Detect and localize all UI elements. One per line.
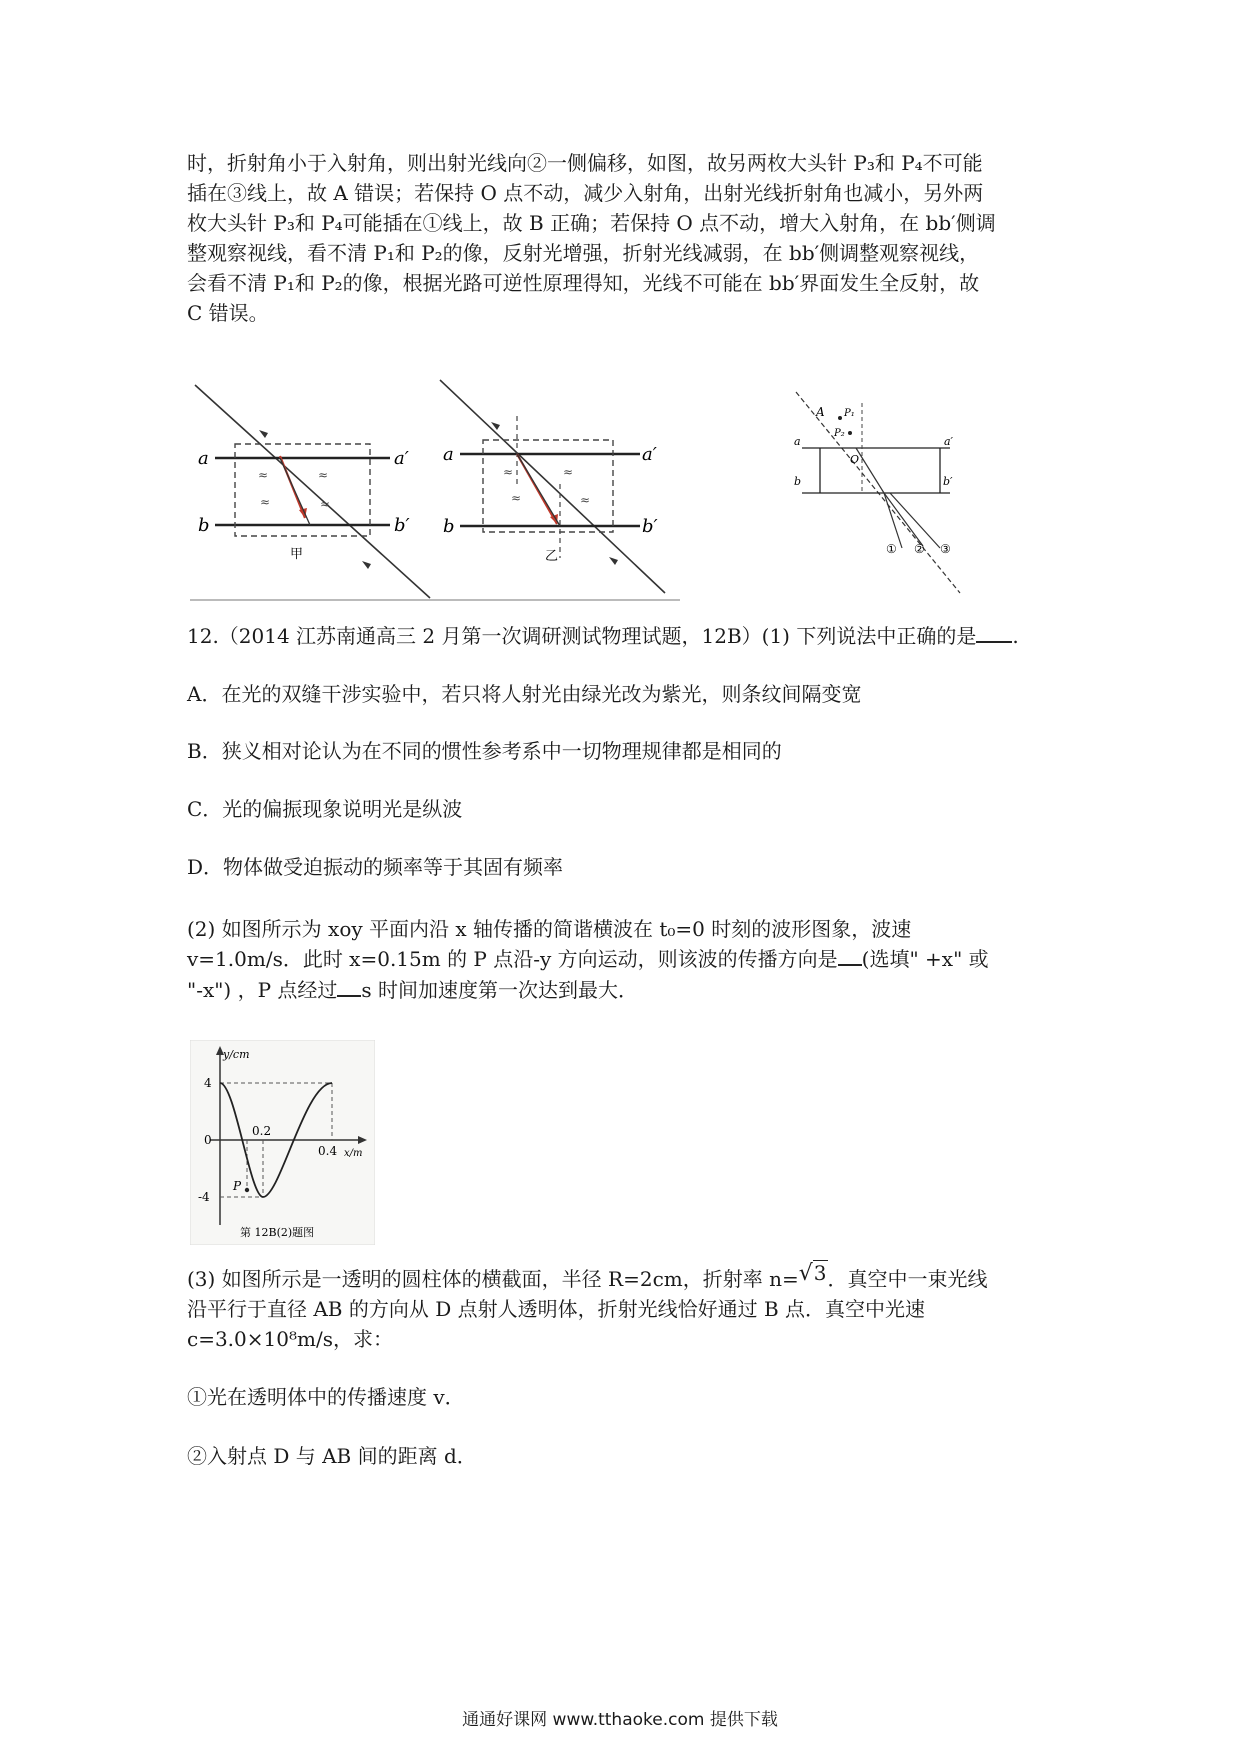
svg-text:≈: ≈ — [258, 468, 269, 482]
option-a: A．在光的双缝干涉实验中，若只将人射光由绿光改为紫光，则条纹间隔变宽 — [187, 682, 862, 706]
analysis-line: 插在③线上，故 A 错误；若保持 O 点不动，减少入射角，出射光线折射角也减小，另外两 — [187, 181, 984, 205]
q12-part2-line1: (2) 如图所示为 xoy 平面内沿 x 轴传播的简谐横波在 t₀=0 时刻的波形图象，波速 — [187, 917, 912, 941]
label-b-prime: b′ — [642, 516, 658, 537]
q12-part3-line3: c=3.0×10⁸m/s，求： — [187, 1327, 393, 1351]
q12-part3-sub1: ①光在透明体中的传播速度 v． — [187, 1385, 465, 1409]
figure-jia — [195, 385, 430, 598]
label-b: b — [794, 475, 802, 488]
refraction-figure-third — [790, 388, 970, 598]
label-b: b — [443, 516, 455, 537]
question-12-header: 12.（2014 江苏南通高三 2 月第一次调研测试物理试题，12B）(1) 下列说法中正确的是 . — [187, 624, 1019, 648]
analysis-line: C 错误。 — [187, 301, 269, 325]
wave-figure-caption: 第 12B(2)题图 — [240, 1226, 315, 1239]
option-c: C．光的偏振现象说明光是纵波 — [187, 797, 463, 821]
svg-text:≈: ≈ — [503, 465, 514, 479]
answer-blank — [838, 946, 862, 966]
answer-blank — [976, 623, 1012, 643]
svg-text:≈: ≈ — [260, 495, 271, 509]
label-b-prime: b′ — [394, 515, 410, 536]
analysis-paragraph — [187, 148, 1057, 328]
label-a: a — [794, 435, 801, 448]
analysis-line: 枚大头针 P₃和 P₄可能插在①线上，故 B 正确；若保持 O 点不动，增大入射角，在 bb′侧调 — [187, 211, 996, 235]
label-a-prime: a′ — [394, 448, 409, 469]
option-d: D．物体做受迫振动的频率等于其固有频率 — [187, 855, 564, 879]
svg-text:≈: ≈ — [511, 491, 522, 505]
question-12-text: 12.（2014 江苏南通高三 2 月第一次调研测试物理试题，12B）(1) 下列说法中正确的是 — [187, 624, 977, 648]
label-P1: P₁ — [844, 408, 855, 419]
q12-part2-line2: v=1.0m/s．此时 x=0.15m 的 P 点沿-y 方向运动，则该波的传播方向是 (选填" +x" 或 — [187, 947, 989, 971]
refraction-figures-jia-yi — [190, 378, 680, 603]
svg-text:≈: ≈ — [318, 468, 329, 482]
label-O: O — [850, 453, 860, 466]
wave-y-zero: 0 — [204, 1133, 212, 1147]
wave-xlabel: x/m — [344, 1148, 363, 1159]
label-a-prime: a′ — [944, 435, 954, 448]
svg-text:≈: ≈ — [320, 497, 331, 511]
sqrt-symbol: √ — [798, 1261, 813, 1286]
wave-y-bottom: -4 — [198, 1190, 210, 1204]
q12-part3-line1: (3) 如图所示是一透明的圆柱体的横截面，半径 R=2cm，折射率 n=√3．真空中一束光线 — [187, 1261, 988, 1291]
sqrt-radicand: 3 — [813, 1261, 827, 1285]
label-a-prime: a′ — [642, 444, 657, 465]
ray-label-1: ① — [886, 542, 897, 556]
svg-text:≈: ≈ — [563, 465, 574, 479]
analysis-line: 会看不清 P₁和 P₂的像，根据光路可逆性原理得知，光线不可能在 bb′界面发生全反射，故 — [187, 271, 980, 295]
q12-part3-sub2: ②入射点 D 与 AB 间的距离 d． — [187, 1444, 477, 1468]
q12-part3-line2: 沿平行于直径 AB 的方向从 D 点射人透明体，折射光线恰好通过 B 点．真空中光速 — [187, 1297, 926, 1321]
svg-text:≈: ≈ — [580, 493, 591, 507]
label-b: b — [198, 515, 210, 536]
q12-part2-line3: "-x") ，P 点经过 s 时间加速度第一次达到最大． — [187, 978, 639, 1002]
label-b-prime: b′ — [943, 475, 953, 488]
analysis-line: 时，折射角小于入射角，则出射光线向②一侧偏移，如图，故另两枚大头针 P₃和 P₄不可能 — [187, 151, 983, 175]
ray-label-3: ③ — [940, 542, 951, 556]
label-P2: P₂ — [834, 428, 845, 439]
analysis-line: 整观察视线，看不清 P₁和 P₂的像，反射光增强，折射光线减弱，在 bb′侧调整观察视线， — [187, 241, 980, 265]
figure-caption-jia: 甲 — [290, 547, 304, 562]
wave-x-02: 0.2 — [252, 1124, 272, 1138]
figure-yi — [440, 380, 665, 593]
label-A: A — [816, 405, 825, 419]
option-b: B．狭义相对论认为在不同的惯性参考系中一切物理规律都是相同的 — [187, 739, 782, 763]
wave-ylabel: y/cm — [223, 1048, 250, 1061]
label-a: a — [443, 444, 454, 465]
label-a: a — [198, 448, 209, 469]
wave-x-04: 0.4 — [318, 1144, 338, 1158]
figure-caption-yi: 乙 — [545, 549, 559, 564]
wave-point-p: P — [233, 1179, 242, 1193]
answer-blank — [337, 977, 361, 997]
wave-y-top: 4 — [204, 1076, 212, 1090]
wave-figure — [190, 1040, 375, 1245]
ray-label-2: ② — [914, 542, 925, 556]
page-footer: 通通好课网 www.tthaoke.com 提供下载 — [462, 1710, 778, 1730]
